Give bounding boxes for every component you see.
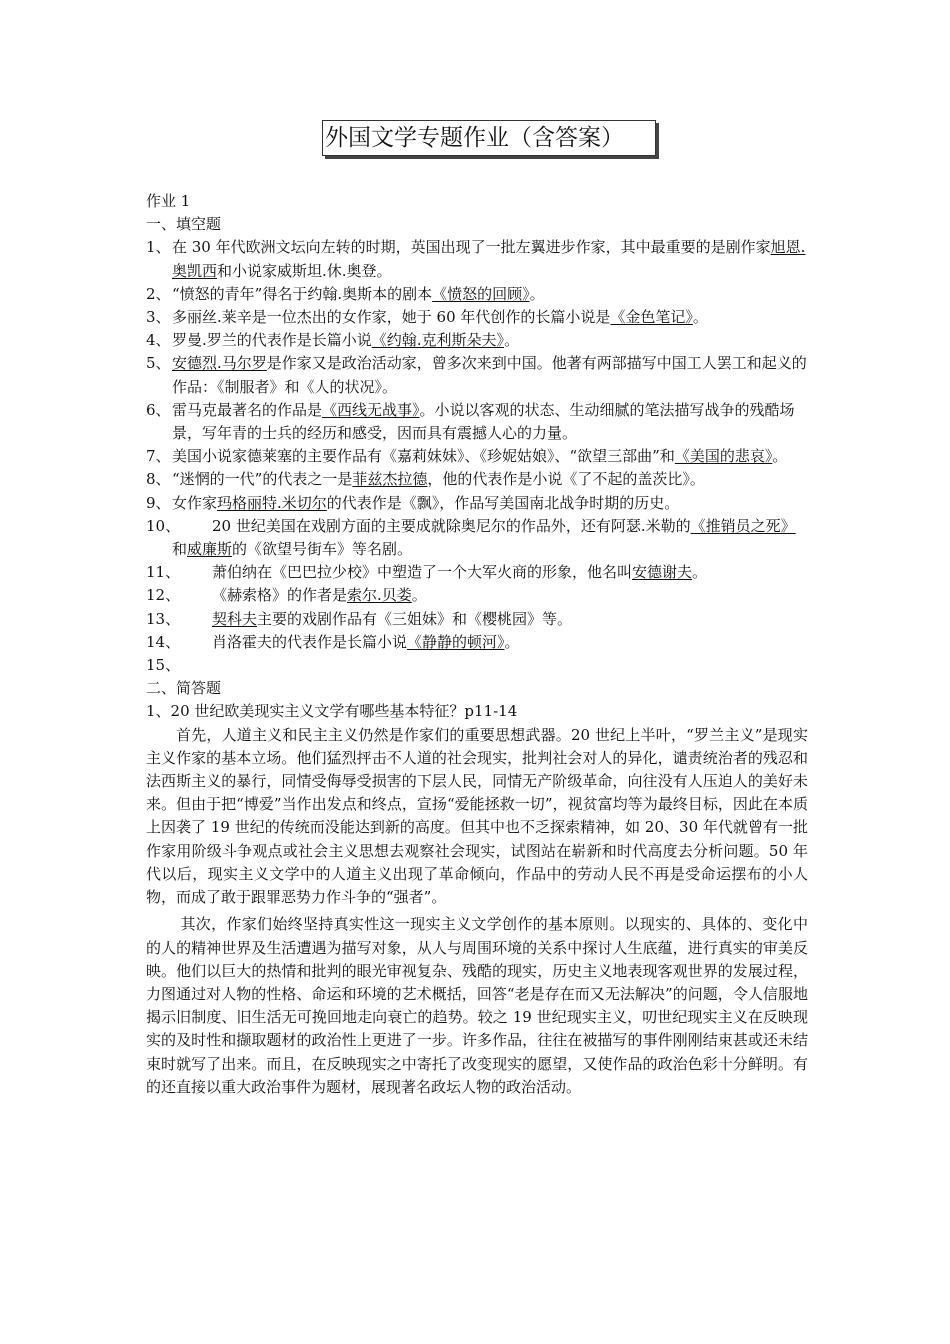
answer-paragraph-1: 首先，人道主义和民主主义仍然是作家们的重要思想武器。20 世纪上半叶，“罗兰主义”是现实主义作家的基本立场。他们猛烈抨击不人道的社会现实，批判社会对人的异化，谴责统治者的残忍和法西斯主义的暴行，同情受侮辱受损害的下层人民，同情无产阶级革命，向往没有人压迫人的美好未来。但由于把“博爱”当作出发点和终点，宣扬“爱能拯救一切”，视贫富均等为最终目标，因此在本质上因袭了 19 世纪的传统而没能达到新的高度。但其中也不乏探索精神，如 20、30 年代就曾有一批作家用阶级斗争观点或社会主义思想去观察社会现实，试图站在崭新和时代高度去分析问题。50 年代以后，现实主义文学中的人道主义出现了革命倾向，作品中的劳动人民不再是受命运摆布的小人物，而成了敢于跟罪恶势力作斗争的“强者”。 [146,725,808,907]
list-item: 1、 在 30 年代欧洲文坛向左转的时期，英国出现了一批左翼进步作家，其中最重要的是剧作家旭恩.奥凯西和小说家威斯坦.休.奥登。 [146,238,806,280]
answer-paragraph-2: 其次，作家们始终坚持真实性这一现实主义文学创作的基本原则。以现实的、具体的、变化中的人的精神世界及生活遭遇为描写对象，从人与周围环境的关系中探讨人生底蕴，进行真实的审美反映。他们以巨大的热情和批判的眼光审视复杂、残酷的现实，历史主义地表现客观世界的发展过程，力图通过对人物的性格、命运和环境的艺术概括，回答“老是存在而又无法解决”的问题，令人信服地揭示旧制度、旧生活无可挽回地走向衰亡的趋势。较之 19 世纪现实主义，叨世纪现实主义在反映现实的及时性和撷取题材的政治性上更进了一步。许多作品，往往在被描写的事件刚刚结束甚或还未结束时就写了出来。而且，在反映现实之中寄托了改变现实的愿望，又使作品的政治色彩十分鲜明。有的还直接以重大政治事件为题材，展现著名政坛人物的政治活动。 [146,915,808,1096]
list-item: 9、 女作家玛格丽特.米切尔的代表作是《飘》，作品写美国南北战争时期的历史。 [146,493,680,512]
short-question-1: 1、20 世纪欧美现实主义文学有哪些基本特征？p11-14 [146,702,518,721]
section1-heading: 一、填空题 [146,215,222,234]
list-item: 8、 “迷惘的一代”的代表之一是菲兹杰拉德，他的代表作是小说《了不起的盖茨比》。 [146,470,705,489]
answer-underline: 《愤怒的回顾》 [432,284,530,303]
answer-underline: 《西线无战事》 [322,400,420,419]
answer-underline: 安德谢夫 [632,563,693,582]
list-item: 15、 [146,656,181,675]
list-item: 14、 肖洛霍夫的代表作是长篇小说《静静的顿河》。 [146,632,520,651]
answer-underline: 《静静的顿河》 [407,632,505,651]
list-item: 2、 “愤怒的青年”得名于约翰.奥斯本的剧本《愤怒的回顾》。 [146,284,545,303]
homework-label: 作业 1 [146,192,191,210]
answer-underline: 契科夫 [212,609,258,628]
answer-underline: 旭恩.奥凯西 [172,238,806,280]
answer-underline: 《推销员之死》 [690,516,796,535]
list-item: 7、 美国小说家德莱塞的主要作品有《嘉莉妹妹》、《珍妮姑娘》、“欲望三部曲”和《美国的悲哀》。 [146,447,788,466]
list-item: 6、 雷马克最著名的作品是《西线无战事》。小说以客观的状态、生动细腻的笔法描写战争的残酷场景，写年青的士兵的经历和感受，因而具有震撼人心的力量。 [146,400,795,443]
answer-underline: 威廉斯 [187,540,233,559]
answer-underline: 《美国的悲哀》 [674,447,773,466]
section2-heading: 二、简答题 [146,679,222,698]
list-item: 12、 《赫索格》的作者是索尔.贝娄。 [146,586,427,605]
list-item: 5、 安德烈.马尔罗是作家又是政治活动家，曾多次来到中国。他著有两部描写中国工人罢工和起义的作品：《制服者》和《人的状况》。 [146,354,807,396]
answer-underline: 玛格丽特.米切尔 [217,493,327,512]
fill-in-list [146,236,808,677]
answer-underline: 《金色笔记》 [610,308,693,327]
list-item: 13、 契科夫主要的戏剧作品有《三姐妹》和《樱桃园》等。 [146,609,573,628]
list-item: 10、 20 世纪美国在戏剧方面的主要成就除奥尼尔的作品外，还有阿瑟.米勒的《推销员之死》和威廉斯的《欲望号街车》等名剧。 [146,516,796,559]
answer-underline: 菲兹杰拉德 [352,470,428,489]
answer-underline: 安德烈.马尔罗 [172,354,267,373]
list-item: 3、 多丽丝.莱辛是一位杰出的女作家，她于 60 年代创作的长篇小说是《金色笔记》。 [146,308,708,327]
list-item: 11、 萧伯纳在《巴巴拉少校》中塑造了一个大军火商的形象，他名叫安德谢夫。 [146,563,708,582]
answer-underline: 《约翰.克利斯朵夫》 [371,331,505,350]
list-item: 4、 罗曼.罗兰的代表作是长篇小说《约翰.克利斯朵夫》。 [146,331,520,350]
document-title: 外国文学专题作业（含答案） [322,120,656,156]
answer-underline: 索尔.贝娄 [347,586,412,605]
document-body [146,190,808,1099]
